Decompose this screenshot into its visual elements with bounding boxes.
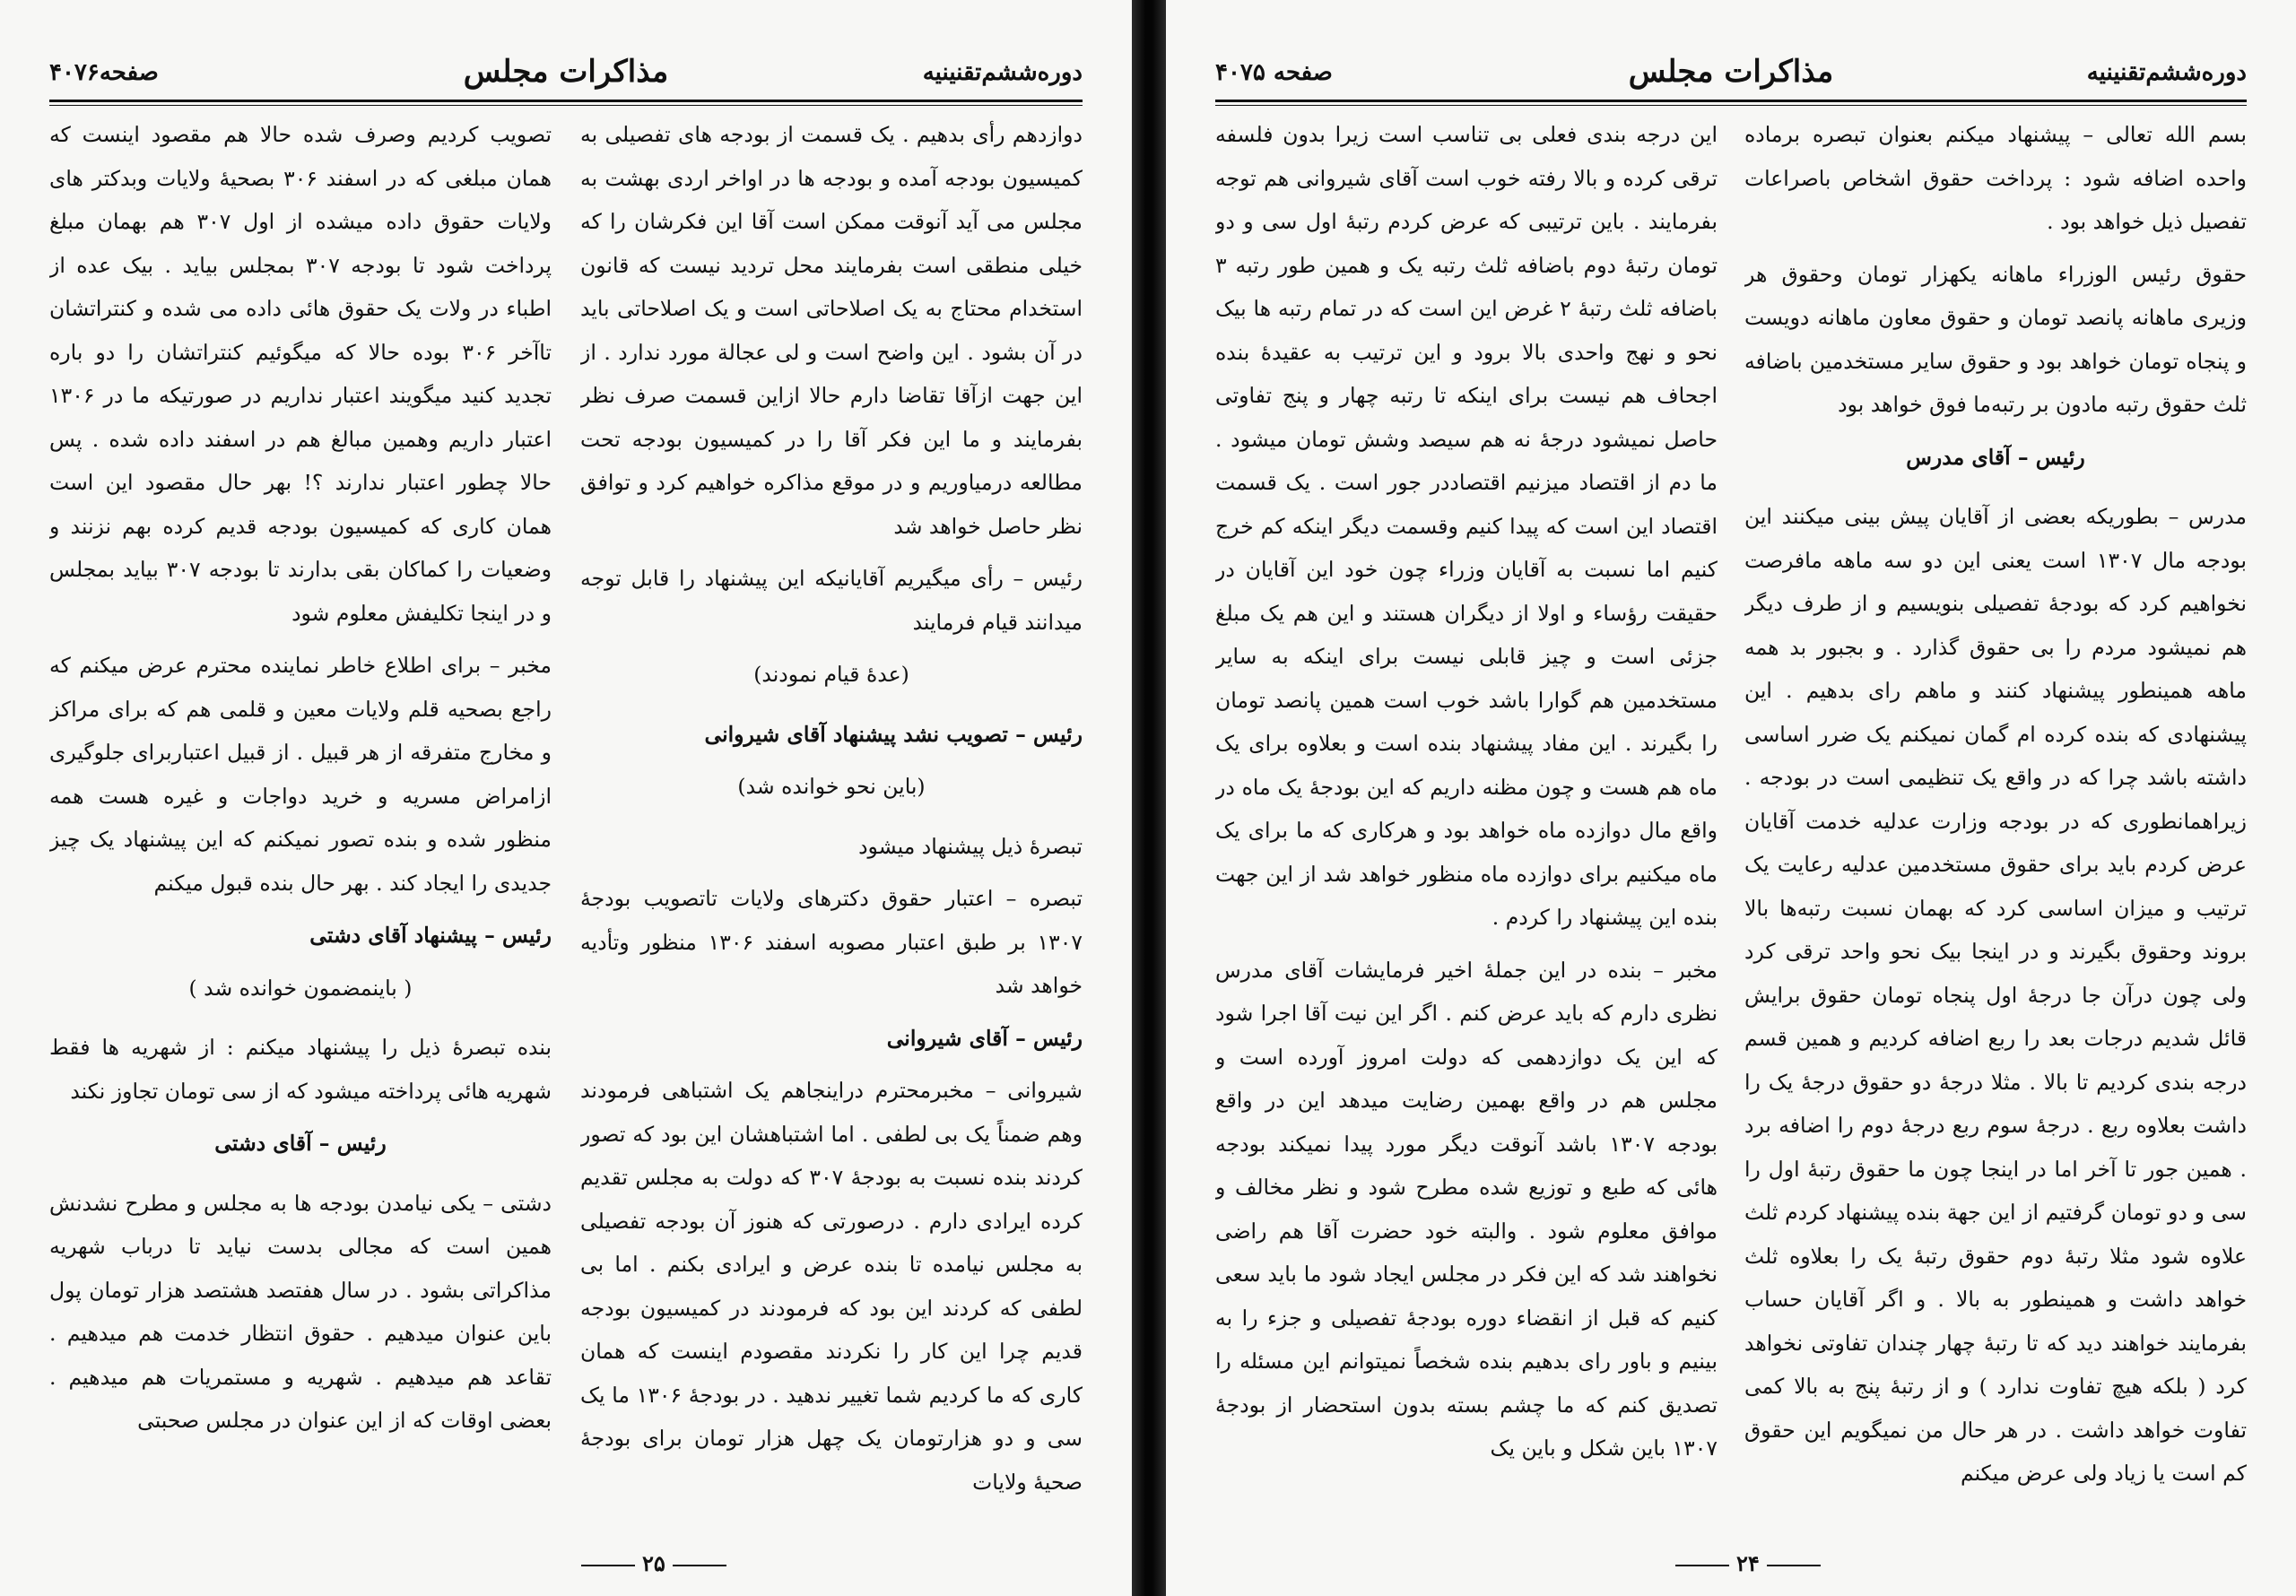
footer-dash: [581, 1565, 635, 1566]
header-title: مذاکرات مجلس: [463, 54, 669, 90]
paragraph: دوازدهم رأی بدهیم . یک قسمت از بودجه های تفصیلی به کمیسیون بودجه آمده و بودجه ها در اواخر اردی بهشت به مجلس می آید آنوقت ممکن است آقا این فکرشان را که خیلی منطقی است بفرمایند محل تردید نیست که قانون استخدام محتاج به یک اصلاحاتی است و یک اصلاحاتی باید در آن بشود . این واضح است و لی عجالة مورد ندارد . از این جهت ازآقا تقاضا دارم حالا ازاین قسمت صرف نظر بفرمایند و ما این فکر آقا را در کمیسیون بودجه تحت مطالعه درمیاوریم و در موقع مذاکره خواهیم کرد و توافق نظر حاصل خواهد شد: [580, 122, 1083, 539]
speaker-line: رئیس – تصویب نشد پیشنهاد آقای شیروانی: [704, 721, 1083, 747]
book-gutter: [1132, 0, 1166, 1596]
header-session: دوره‌ششم‌تقنینیه: [2086, 59, 2247, 86]
speaker-line: رئیس – آقای مدرس: [1906, 444, 2085, 470]
header-rule: [49, 100, 1083, 106]
paragraph: مخبر – بنده در این جملهٔ اخیر فرمایشات آقای مدرس نظری دارم که باید عرض کنم . اگر این نیت آقا اجرا شود که این یک دوازدهمی که دولت امروز آورده است و مجلس هم در واقع بهمین رضایت میدهد این در واقع بودجه ۱۳۰۷ باشد آنوقت دیگر مورد پیدا نمیکند بودجه هائی که طبع و توزیع شده مطرح شود و نظر مخالف و موافق معلوم شود . والبته خود حضرت آقا هم راضی نخواهند شد که این فکر در مجلس ایجاد شود ما باید سعی کنیم که قبل از انقضاء دوره بودجهٔ تفصیلی و جزء را به بینیم و باور رای بدهیم بنده شخصاً نمیتوانم این مسئله را تصدیق کنم که ما چشم بسته بدون استحضار از بودجهٔ ۱۳۰۷ باین شکل و باین یک: [1215, 957, 1718, 1461]
column-right: [1744, 113, 2247, 1533]
page-left: [0, 0, 1132, 1596]
paragraph: تبصره – اعتبار حقوق دکترهای ولایات تاتصویب بودجهٔ ۱۳۰۷ بر طبق اعتبار مصوبه اسفند ۱۳۰۶ منظور وتأدیه خواهد شد: [580, 886, 1083, 998]
note: (باین نحو خوانده شد): [737, 774, 926, 799]
paragraph: مدرس – بطوریکه بعضی از آقایان پیش بینی میکنند این بودجه مال ۱۳۰۷ است یعنی این دو سه ماهه مافرصت نخواهیم کرد که بودجهٔ تفصیلی بنویسیم و از طرف دیگر هم نمیشود مردم را بی حقوق گذارد . و بجبور بد همه ماهه همینطور پیشنهاد کنند و ماهم رای بدهیم . این پیشنهادی که بنده کرده ام گمان نمیکنم یک ضرر اساسی داشته باشد چرا که در واقع یک تنظیمی است در بودجه . زیراهمانطوری که در بودجه وزارت عدلیه خدمت آقایان عرض کردم باید برای حقوق مستخدمین عدلیه رعایت یک ترتیب و میزان اساسی کرد که بهمان نسبت رتبه‌ها بالا بروند وحقوق بگیرند و در اینجا بیک نحو واحد ترقی کرد ولی چون درآن جا درجهٔ اول پنجاه تومان حقوق برایش قائل شدیم درجات بعد را ربع اضافه کردیم و همین قسم درجه بندی کردیم تا بالا . مثلا درجهٔ دو حقوق درجهٔ یک را داشت بعلاوه ربع . درجهٔ سوم ربع درجهٔ دوم را اضافه برد . همین جور تا آخر اما در اینجا چون ما حقوق رتبهٔ اول را سی و دو تومان گرفتیم از این جهة بنده پیشنهاد کردم ثلث علاوه شود مثلا رتبهٔ دوم حقوق رتبهٔ یک را بعلاوه ثلث خواهد داشت و همینطور به بالا . و اگر آقایان حساب بفرمایند خواهند دید که تا رتبهٔ چهار چندان تفاوتی نخواهد کرد ( بلکه هیچ تفاوت ندارد ) و از رتبهٔ پنج به بالا کمی تفاوت خواهد داشت . در هر حال من نمیگویم این حقوق کم است یا زیاد ولی عرض میکنم: [1744, 504, 2247, 1486]
note: (عدهٔ قیام نمودند): [753, 662, 909, 687]
header-title: مذاکرات مجلس: [1628, 54, 1834, 90]
page-header-left: [49, 52, 1083, 106]
speaker-line: رئیس – آقای دشتی: [214, 1131, 387, 1156]
column-left: [1215, 113, 1718, 1533]
column-left: [49, 113, 552, 1533]
paragraph: حقوق رئیس الوزراء ماهانه یکهزار تومان وحقوق هر وزیری ماهانه پانصد تومان و حقوق معاون ماهانه دویست و پنجاه تومان خواهد بود و حقوق سایر مستخدمین باضافه ثلث حقوق رتبه مادون بر رتبه‌ما فوق خواهد بود: [1744, 261, 2247, 417]
column-right: [580, 113, 1083, 1533]
paragraph: بنده تبصرهٔ ذیل را پیشنهاد میکنم : از شهریه ها فقط شهریه هائی پرداخته میشود که از سی تومان تجاوز نکند: [49, 1035, 552, 1104]
header-page-number: صفحه ۴۰۷۵: [1215, 59, 1333, 86]
speaker-line: رئیس – آقای شیروانی: [886, 1025, 1083, 1051]
paragraph: این درجه بندی فعلی بی تناسب است زیرا بدون فلسفه ترقی کرده و بالا رفته خوب است آقای شیروانی هم توجه بفرمایند . باین ترتیبی که عرض کردم رتبهٔ اول سی و دو تومان رتبهٔ دوم باضافه ثلث رتبه یک و همین طور رتبه ۳ باضافه ثلث رتبهٔ ۲ غرض این است که در تمام رتبه ها بیک نحو و نهج واحدی بالا برود و این ترتیب به عقیدهٔ بنده اجحاف هم نیست برای اینکه تا رتبه چهار و پنج تفاوتی حاصل نمیشود درجهٔ نه هم سیصد وشش تومان میشود . ما دم از اقتصاد میزنیم اقتصاددر جور است . یک قسمت اقتصاد این است که پیدا کنیم وقسمت دیگر اینکه کم خرج کنیم اما نسبت به آقایان وزراء چون خود این آقایان در حقیقت رؤساء و اولا از دیگران هستند و این هم یک مبلغ جزئی است و چیز قابلی نیست برای اینکه به سایر مستخدمین هم گوارا باشد خوب است همین پانصد تومان را بگیرند . این مفاد پیشنهاد بنده است و بعلاوه برای یک ماه هم هست و چون مظنه داریم که این بودجهٔ یک ماه در واقع مال دوازده ماه خواهد بود و هرکاری که ما برای یک ماه میکنیم برای دوازده ماه منظور خواهد شد از این جهت بنده این پیشنهاد را کردم .: [1215, 122, 1718, 930]
paragraph: تبصرهٔ ذیل پیشنهاد میشود: [858, 833, 1083, 859]
speaker-line: رئیس – پیشنهاد آقای دشتی: [309, 923, 552, 948]
page-right: [1166, 0, 2296, 1596]
footer-dash: [1675, 1565, 1729, 1566]
footer-dash: [673, 1565, 726, 1566]
page-footer-number: ۲۵: [574, 1550, 734, 1576]
page-footer-number: ۲۴: [1668, 1550, 1828, 1576]
header-page-number: صفحه۴۰۷۶: [49, 59, 159, 86]
columns-left: [49, 113, 1083, 1533]
columns-right: [1215, 113, 2247, 1533]
footer-dash: [1767, 1565, 1821, 1566]
header-rule: [1215, 100, 2247, 106]
paragraph: مخبر – برای اطلاع خاطر نماینده محترم عرض میکنم که راجع بصحیه قلم ولایات معین و قلمی هم که برای مراکز و مخارج متفرقه از هر قبیل . از قبیل اعتباربرای جلوگیری ازامراض مسریه و خرید دواجات و غیره هست همه منظور شده و بنده تصور نمیکنم که این پیشنهاد یک چیز جدیدی را ایجاد کند . بهر حال بنده قبول میکنم: [49, 653, 552, 896]
paragraph: رئیس – رأی میگیریم آقایانیکه این پیشنهاد را قابل توجه میدانند قیام فرمایند: [580, 566, 1083, 635]
note: ( باینمضمون خوانده شد ): [188, 975, 413, 1001]
paragraph: شیروانی – مخبرمحترم دراینجاهم یک اشتباهی فرمودند وهم ضمناً یک بی لطفی . اما اشتباهشان این بود که تصور کردند بنده نسبت به بودجهٔ ۳۰۷ که دولت به مجلس تقدیم کرده ایرادی دارم . درصورتی که هنوز آن بودجه تفصیلی به مجلس نیامده تا بنده عرض و ایرادی بکنم . اما بی لطفی که کردند این بود که فرمودند در کمیسیون بودجه قدیم چرا این کار را نکردند مقصودم اینست که همان کاری که ما کردیم شما تغییر ندهید . در بودجهٔ ۱۳۰۶ ما یک سی و دو هزارتومان یک چهل هزار تومان برای بودجهٔ صحیهٔ ولایات: [580, 1078, 1083, 1495]
header-session: دوره‌ششم‌تقنینیه: [922, 59, 1083, 86]
paragraph: دشتی – یکی نیامدن بودجه ها به مجلس و مطرح نشدنش همین است که مجالی بدست نیاید تا درباب شهریه مذاکراتی بشود . در سال هفتصد هشتصد هزار تومان پول باین عنوان میدهیم . حقوق انتظار خدمت هم میدهیم . تقاعد هم میدهیم . شهریه و مستمریات هم میدهیم . بعضی اوقات که از این عنوان در مجلس صحبتی: [49, 1190, 552, 1433]
paragraph: بسم الله تعالی – پیشنهاد میکنم بعنوان تبصره برماده واحده اضافه شود : پرداخت حقوق اشخاص باصراعات تفصیل ذیل خواهد بود .: [1744, 122, 2247, 234]
paragraph: تصویب کردیم وصرف شده حالا هم مقصود اینست که همان مبلغی که در اسفند ۳۰۶ بصحیهٔ ولایات وبدکتر های ولایات حقوق داده میشده از اول ۳۰۷ هم بهمان مبلغ پرداخت شود تا بودجه ۳۰۷ بمجلس بیاید . بیک عده از اطباء در ولات یک حقوق هائی داده می شده و کنتراتشان تاآخر ۳۰۶ بوده حالا که میگوئیم کنتراتشان را دو باره تجدید کنید میگویند اعتبار نداریم در صورتیکه ما در ۱۳۰۶ اعتبار داریم وهمین مبالغ هم در اسفند داده شده . پس حالا چطور اعتبار ندارند ؟! بهر حال مقصود این است همان کاری که کمیسیون بودجه قدیم کرده بهم نزنند و وضعیات را کماکان بقی بدارند تا بودجه ۳۰۷ بیاید بمجلس و در اینجا تکلیفش معلوم شود: [49, 122, 552, 626]
page-header-right: [1215, 52, 2247, 106]
